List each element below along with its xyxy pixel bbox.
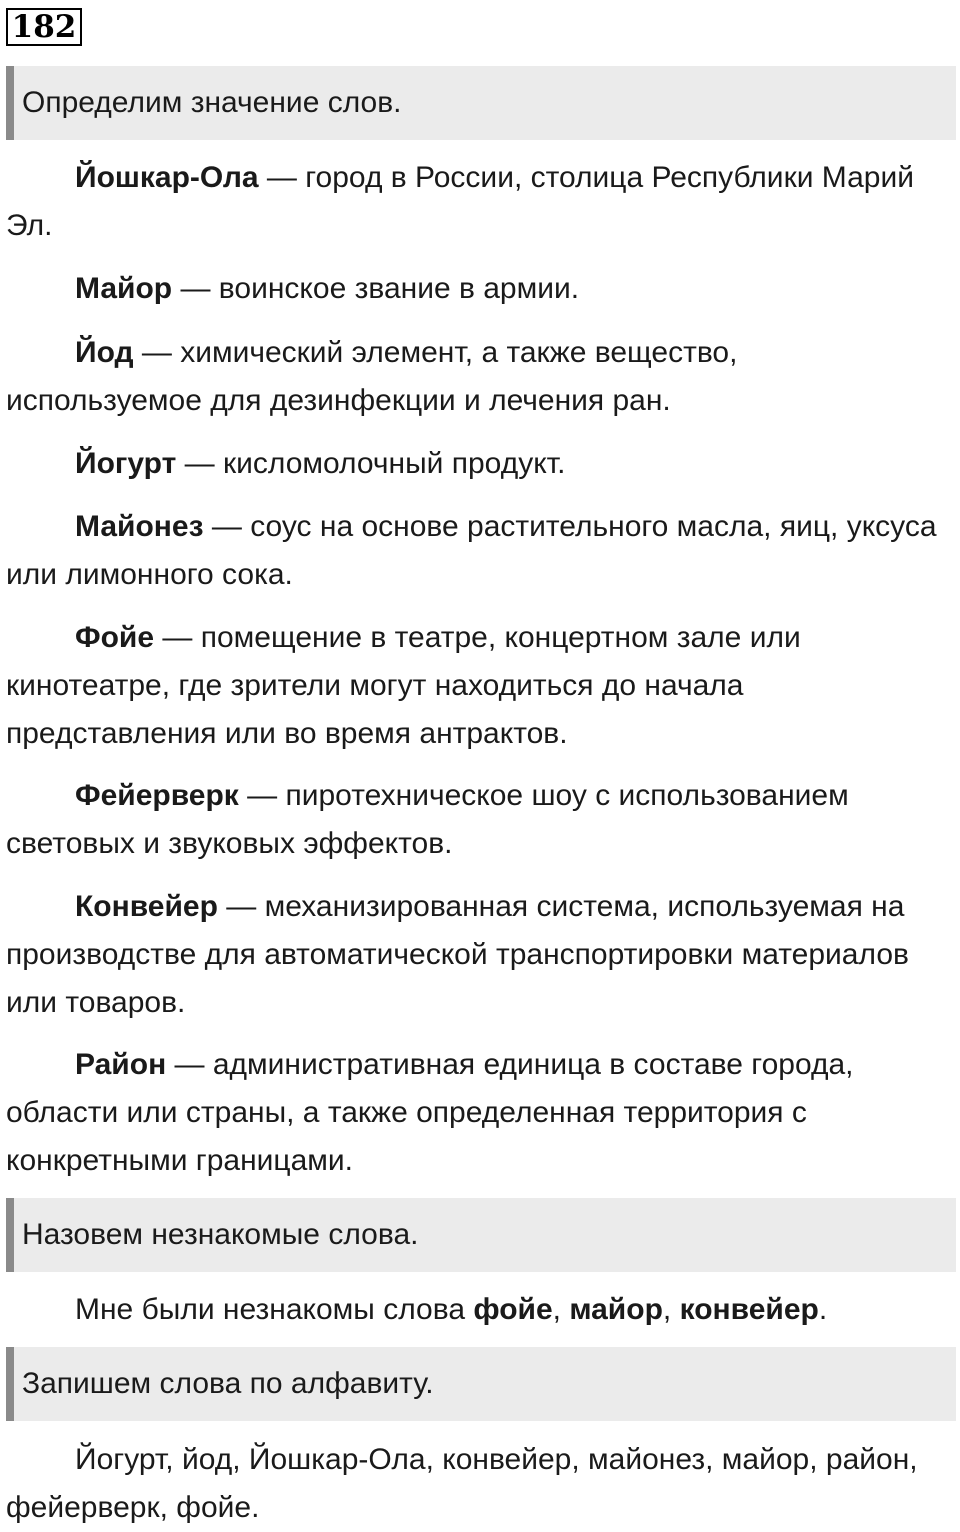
unknown-word: конвейер <box>679 1293 819 1326</box>
definition-paragraph <box>6 883 941 1027</box>
definition-text: — механизированная система, используемая на производстве для автоматической транспортировки материалов или товаров. <box>6 890 909 1019</box>
sentence-end: . <box>818 1293 828 1326</box>
separator: , <box>552 1293 570 1326</box>
unknown-words-intro: Мне были незнакомы слова <box>75 1293 474 1326</box>
definition-text: — административная единица в составе города, области или страны, а также определенная территория с конкретными границами. <box>6 1048 854 1177</box>
definition-text: — помещение в театре, концертном зале или кинотеатре, где зрители могут находиться до начала представления или во время антрактов. <box>6 621 801 750</box>
definition-paragraph <box>6 329 941 425</box>
definition-text: — кисломолочный продукт. <box>176 447 566 480</box>
definition-term: Йогурт <box>75 447 177 480</box>
unknown-word: майор <box>569 1293 663 1326</box>
definition-paragraph <box>6 265 941 313</box>
definition-paragraph <box>6 1041 941 1185</box>
definition-text: — соус на основе растительного масла, яиц, уксуса или лимонного сока. <box>6 510 937 591</box>
definition-term: Конвейер <box>75 890 218 923</box>
definition-text: — воинское звание в армии. <box>172 272 580 305</box>
unknown-words-paragraph <box>6 1286 941 1334</box>
definition-text: — химический элемент, а также вещество, используемое для дезинфекции и лечения ран. <box>6 336 738 417</box>
definition-term: Йод <box>75 336 134 369</box>
definition-term: Йошкар-Ола <box>75 161 259 194</box>
section-heading-unknown-words: Назовем незнакомые слова. <box>6 1198 956 1272</box>
separator: , <box>662 1293 680 1326</box>
definition-term: Фойе <box>75 621 155 654</box>
task-number: 182 <box>6 8 82 46</box>
definition-text: — город в России, столица Республики Марий Эл. <box>6 161 914 242</box>
section-heading-definitions: Определим значение слов. <box>6 66 956 140</box>
definition-term: Майор <box>75 272 173 305</box>
definition-paragraph <box>6 440 941 488</box>
definition-text: — пиротехническое шоу с использованием световых и звуковых эффектов. <box>6 779 849 860</box>
definition-term: Район <box>75 1048 167 1081</box>
definition-paragraph <box>6 154 941 250</box>
unknown-word: фойе <box>473 1293 553 1326</box>
definition-term: Майонез <box>75 510 204 543</box>
definition-paragraph <box>6 503 941 599</box>
definition-paragraph <box>6 614 941 758</box>
definition-term: Фейерверк <box>75 779 239 812</box>
definition-paragraph <box>6 772 941 868</box>
section-heading-alphabetical: Запишем слова по алфавиту. <box>6 1347 956 1421</box>
alphabetical-list: Йогурт, йод, Йошкар-Ола, конвейер, майонез, майор, район, фейерверк, фойе. <box>6 1443 918 1524</box>
